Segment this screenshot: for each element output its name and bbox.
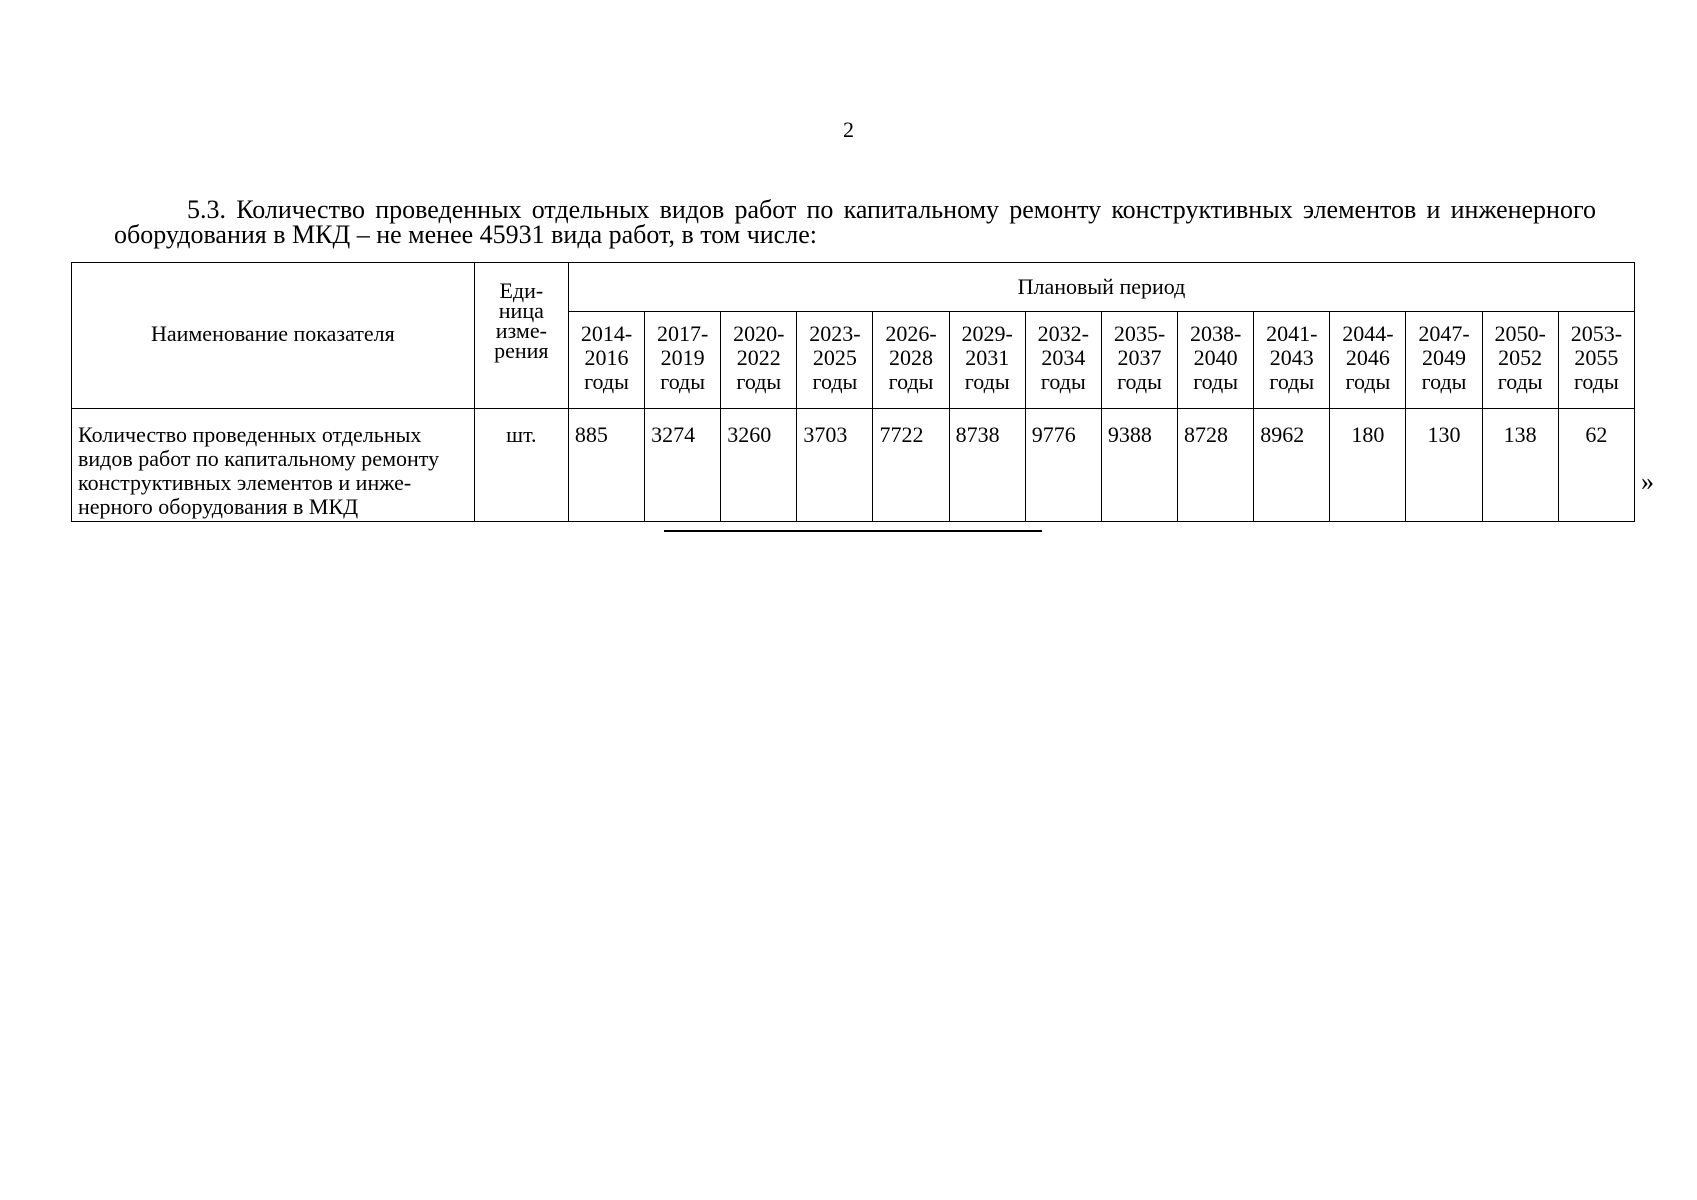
row-value-4: 7722	[873, 409, 949, 522]
row-value-11: 130	[1406, 409, 1482, 522]
header-period-2: 2020- 2022 годы	[721, 312, 797, 409]
closing-quote: »	[1641, 467, 1654, 496]
row-value-2: 3260	[721, 409, 797, 522]
row-unit: шт.	[474, 409, 568, 522]
row-value-7: 9388	[1101, 409, 1177, 522]
header-period-7: 2035- 2037 годы	[1101, 312, 1177, 409]
header-period-4: 2026- 2028 годы	[873, 312, 949, 409]
footer-rule	[664, 530, 1042, 532]
header-unit: Еди- ница изме- рения	[474, 263, 568, 409]
header-period-10: 2044- 2046 годы	[1330, 312, 1406, 409]
table-row	[72, 409, 1635, 522]
row-value-8: 8728	[1178, 409, 1254, 522]
header-indicator-name: Наименование показателя	[72, 263, 475, 409]
page-number: 2	[843, 117, 854, 142]
section-paragraph: 5.3. Количество проведенных отдельных видов работ по капитальному ремонту конструктивных элементов и инженерного оборудования в МКД – не менее 45931 вида работ, в том числе:	[114, 195, 1596, 249]
row-value-9: 8962	[1254, 409, 1330, 522]
row-value-10: 180	[1330, 409, 1406, 522]
header-period-11: 2047- 2049 годы	[1406, 312, 1482, 409]
plan-table	[71, 262, 1635, 522]
header-period-9: 2041- 2043 годы	[1254, 312, 1330, 409]
row-value-1: 3274	[645, 409, 721, 522]
header-period-3: 2023- 2025 годы	[797, 312, 873, 409]
header-period-1: 2017- 2019 годы	[645, 312, 721, 409]
header-row-top	[72, 263, 1635, 312]
row-value-6: 9776	[1025, 409, 1101, 522]
row-value-3: 3703	[797, 409, 873, 522]
header-period-13: 2053- 2055 годы	[1558, 312, 1634, 409]
header-period-0: 2014- 2016 годы	[568, 312, 644, 409]
row-value-13: 62	[1558, 409, 1634, 522]
row-indicator-name: Количество проведенных отдельных видов работ по капитальному ремонту конструктивных элементов и инже- нерного оборудования в МКД	[72, 409, 475, 522]
row-value-0: 885	[568, 409, 644, 522]
header-period-5: 2029- 2031 годы	[949, 312, 1025, 409]
row-value-5: 8738	[949, 409, 1025, 522]
header-period-12: 2050- 2052 годы	[1482, 312, 1558, 409]
header-period-6: 2032- 2034 годы	[1025, 312, 1101, 409]
header-planned-period: Плановый период	[568, 263, 1634, 312]
header-period-8: 2038- 2040 годы	[1178, 312, 1254, 409]
row-value-12: 138	[1482, 409, 1558, 522]
